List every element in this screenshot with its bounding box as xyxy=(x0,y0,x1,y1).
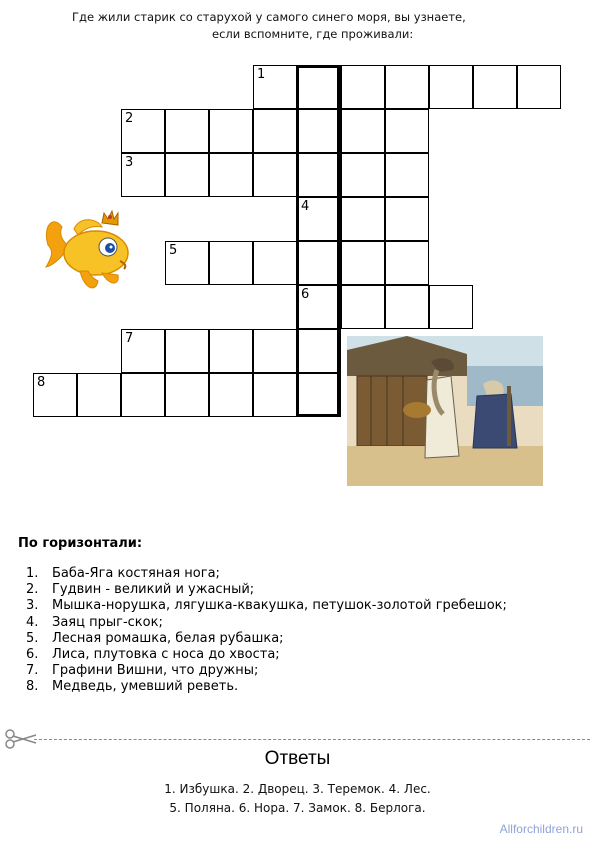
crossword-cell[interactable] xyxy=(165,241,209,285)
clue-item: 2. Гудвин - великий и ужасный; xyxy=(26,582,255,598)
crossword-cell[interactable] xyxy=(341,197,385,241)
answers-line-2: 5. Поляна. 6. Нора. 7. Замок. 8. Берлога. xyxy=(169,801,426,815)
crossword-cell[interactable] xyxy=(209,329,253,373)
crossword-cell[interactable] xyxy=(429,285,473,329)
crossword-cell[interactable] xyxy=(385,197,429,241)
clues-title: По горизонтали: xyxy=(18,536,143,551)
clue-item: 3. Мышка-норушка, лягушка-квакушка, петушок-золотой гребешок; xyxy=(26,598,507,614)
crossword-cell[interactable] xyxy=(209,241,253,285)
clue-item: 1. Баба-Яга костяная нога; xyxy=(26,566,220,581)
crossword-cell[interactable] xyxy=(297,65,341,109)
crossword-cell[interactable] xyxy=(341,65,385,109)
crossword-cell[interactable] xyxy=(297,329,341,373)
crossword-cell[interactable] xyxy=(297,197,341,241)
header-line-1: Где жили старик со старухой у самого синего моря, вы узнаете, xyxy=(72,10,466,24)
clue-item: 6. Лиса, плутовка с носа до хвоста; xyxy=(26,647,280,663)
crossword-cell[interactable] xyxy=(121,153,165,197)
header-line-2: если вспомните, где проживали: xyxy=(212,27,414,41)
old-man-and-woman-illustration xyxy=(347,336,543,486)
crossword-cell[interactable] xyxy=(341,153,385,197)
crossword-cell[interactable] xyxy=(385,153,429,197)
crossword-cell[interactable] xyxy=(297,285,341,329)
clue-item: 7. Графини Вишни, что дружны; xyxy=(26,663,259,679)
crossword-cell[interactable] xyxy=(253,109,297,153)
crossword-cell[interactable] xyxy=(341,241,385,285)
scissors-icon xyxy=(4,729,38,749)
clue-item: 8. Медведь, умевший реветь. xyxy=(26,679,239,695)
crossword-cell[interactable] xyxy=(33,373,77,417)
clue-number: 8 xyxy=(37,375,46,390)
crossword-cell[interactable] xyxy=(341,109,385,153)
crossword-cell[interactable] xyxy=(253,65,297,109)
crossword-cell[interactable] xyxy=(297,241,341,285)
goldfish-illustration xyxy=(40,205,140,301)
clues-list xyxy=(26,566,507,696)
crossword-cell[interactable] xyxy=(165,153,209,197)
answers-line-1: 1. Избушка. 2. Дворец. 3. Теремок. 4. Лес. xyxy=(164,782,431,796)
clue-number: 7 xyxy=(125,331,134,346)
crossword-cell[interactable] xyxy=(165,373,209,417)
crossword-cell[interactable] xyxy=(253,153,297,197)
clue-number: 1 xyxy=(257,67,266,82)
crossword-cell[interactable] xyxy=(297,153,341,197)
crossword-cell[interactable] xyxy=(297,373,341,417)
crossword-cell[interactable] xyxy=(517,65,561,109)
crossword-cell[interactable] xyxy=(341,285,385,329)
crossword-cell[interactable] xyxy=(209,109,253,153)
crossword-cell[interactable] xyxy=(473,65,517,109)
clue-number: 6 xyxy=(301,287,310,302)
crossword-cell[interactable] xyxy=(253,373,297,417)
crossword-cell[interactable] xyxy=(385,285,429,329)
clue-number: 4 xyxy=(301,199,310,214)
crossword-cell[interactable] xyxy=(121,329,165,373)
answers-title: Ответы xyxy=(264,748,331,769)
crossword-cell[interactable] xyxy=(385,65,429,109)
crossword-cell[interactable] xyxy=(209,373,253,417)
crossword-cell[interactable] xyxy=(253,329,297,373)
clue-number: 2 xyxy=(125,111,134,126)
crossword-cell[interactable] xyxy=(209,153,253,197)
crossword-cell[interactable] xyxy=(165,109,209,153)
crossword-cell[interactable] xyxy=(297,109,341,153)
crossword-cell[interactable] xyxy=(77,373,121,417)
clue-item: 4. Заяц прыг-скок; xyxy=(26,614,163,630)
crossword-cell[interactable] xyxy=(121,109,165,153)
crossword-cell[interactable] xyxy=(253,241,297,285)
crossword-cell[interactable] xyxy=(429,65,473,109)
crossword-cell[interactable] xyxy=(385,241,429,285)
cut-line xyxy=(34,739,590,740)
site-watermark: Allforchildren.ru xyxy=(499,822,583,836)
crossword-cell[interactable] xyxy=(385,109,429,153)
crossword-cell[interactable] xyxy=(165,329,209,373)
clue-item: 5. Лесная ромашка, белая рубашка; xyxy=(26,630,284,646)
crossword-cell[interactable] xyxy=(121,373,165,417)
clue-number: 5 xyxy=(169,243,178,258)
clue-number: 3 xyxy=(125,155,134,170)
